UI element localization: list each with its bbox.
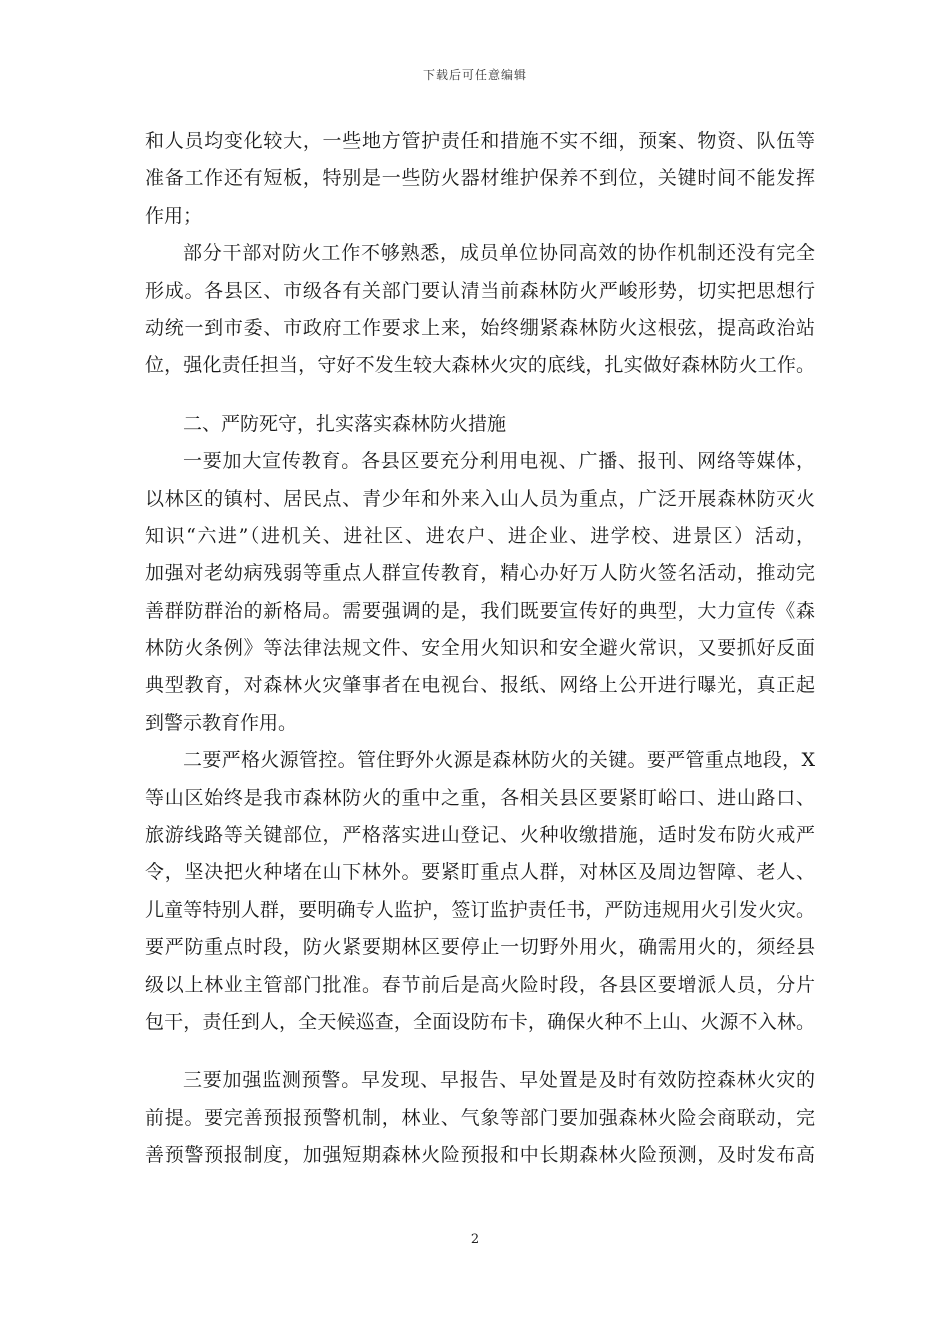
page-header: 下载后可任意编辑 [422, 68, 527, 82]
text-line: 到警示教育作用。 [145, 711, 298, 734]
text-line: 等山区始终是我市森林防火的重中之重，各相关县区要紧盯峪口、进山路口、 [145, 786, 815, 809]
section-heading: 二、严防死守，扎实落实森林防火措施 [183, 412, 507, 435]
text-line: 加强对老幼病残弱等重点人群宣传教育，精心办好万人防火签名活动，推动完 [145, 562, 815, 585]
text-line: 儿童等特别人群，要明确专人监护，签订监护责任书，严防违规用火引发火灾。 [145, 898, 815, 921]
text-line: 知识“六进”（进机关、进社区、进农户、进企业、进学校、进景区）活动， [145, 524, 815, 547]
document-body [145, 123, 815, 1175]
text-line: 位，强化责任担当，守好不发生较大森林火灾的底线，扎实做好森林防火工作。 [145, 354, 815, 377]
text-line: 一要加大宣传教育。各县区要充分利用电视、广播、报刊、网络等媒体， [183, 450, 815, 473]
text-line: 以林区的镇村、居民点、青少年和外来入山人员为重点，广泛开展森林防灭火 [145, 487, 815, 510]
text-line: 形成。各县区、市级各有关部门要认清当前森林防火严峻形势，切实把思想行 [145, 279, 815, 302]
text-line: 二要严格火源管控。管住野外火源是森林防火的关键。要严管重点地段，X [183, 749, 815, 772]
text-line: 善预警预报制度，加强短期森林火险预报和中长期森林火险预测，及时发布高 [145, 1144, 815, 1167]
text-line: 三要加强监测预警。早发现、早报告、早处置是及时有效防控森林火灾的 [183, 1069, 815, 1092]
paragraph-gap [145, 1041, 815, 1062]
text-line: 作用； [145, 204, 203, 227]
text-line: 包干，责任到人，全天候巡查，全面设防布卡，确保火种不上山、火源不入林。 [145, 1010, 815, 1033]
text-line: 部分干部对防火工作不够熟悉，成员单位协同高效的协作机制还没有完全 [183, 242, 815, 265]
paragraph-gap [145, 385, 815, 406]
text-line: 准备工作还有短板，特别是一些防火器材维护保养不到位，关键时间不能发挥 [145, 167, 815, 190]
text-line: 典型教育，对森林火灾肇事者在电视台、报纸、网络上公开进行曝光，真正起 [145, 674, 815, 697]
page-number: 2 [470, 1232, 480, 1247]
text-line: 和人员均变化较大，一些地方管护责任和措施不实不细，预案、物资、队伍等 [145, 130, 815, 152]
text-line: 林防火条例》等法律法规文件、安全用火知识和安全避火常识，又要抓好反面 [145, 637, 815, 660]
text-line: 级以上林业主管部门批准。春节前后是高火险时段，各县区要增派人员，分片 [145, 973, 815, 996]
text-line: 动统一到市委、市政府工作要求上来，始终绷紧森林防火这根弦，提高政治站 [145, 316, 815, 339]
text-line: 旅游线路等关键部位，严格落实进山登记、火种收缴措施，适时发布防火戒严 [145, 824, 815, 847]
text-line: 要严防重点时段，防火紧要期林区要停止一切野外用火，确需用火的，须经县 [145, 936, 815, 959]
text-line: 前提。要完善预报预警机制，林业、气象等部门要加强森林火险会商联动，完 [145, 1106, 815, 1129]
text-line: 令，坚决把火种堵在山下林外。要紧盯重点人群，对林区及周边智障、老人、 [145, 861, 815, 884]
text-line: 善群防群治的新格局。需要强调的是，我们既要宣传好的典型，大力宣传《森 [145, 599, 815, 622]
